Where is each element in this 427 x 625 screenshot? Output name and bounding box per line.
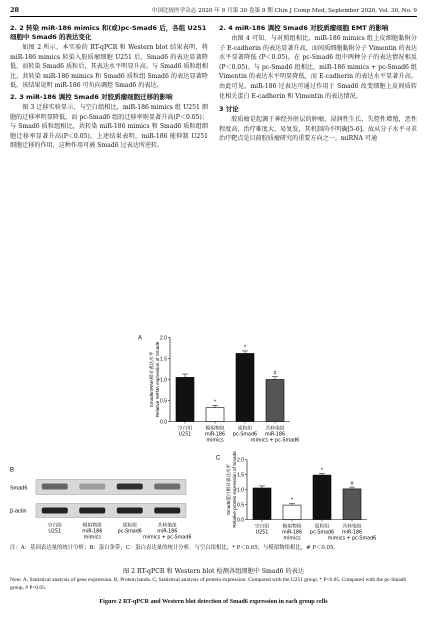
running-title: 中国比较医学杂志 2020 年 9 月第 30 卷第 9 期 Chin J Comp Med, September 2020, Vol. 30, No. 9 [151,8,417,14]
panel-c-label: C [216,455,221,462]
blot-row-actin: β-actin [10,508,27,515]
bar [176,377,194,421]
figure-note-en: Note. A, Statistical analysis of gene expression. B, Protein bands. C, Statistical analysis of protein expression. Compared with the U251 group, * P<0.05. Compared with the pc-Smad6 group, # P<0.05. [10,577,407,591]
x-tick-label: miR-186 [204,432,226,438]
y-tick-label: 1.0 [237,487,244,494]
x-tick-label: miR-186 [264,432,286,438]
x-tick-label: 模拟物组 [282,524,302,530]
blot-row-smad6: Smad6 [10,485,28,492]
significance-mark: * [320,467,324,474]
bar [253,488,271,520]
panel-a-label: A [138,335,143,342]
right-column [219,24,417,146]
blot-lane-label: 模拟物组 [82,523,102,529]
blot-lane-label: miR-186 [157,529,178,535]
y-axis-label: Relative mRNA expression of Smad6 [155,341,160,418]
x-tick-label: mimics + pc-Smad6 [250,438,300,444]
section-3-title: 3 讨论 [219,105,239,114]
x-tick-label: 质粒组 [314,524,330,530]
header-rule [10,16,417,17]
significance-mark: # [273,370,277,377]
actin-band [79,508,105,514]
y-tick-label: 0.5 [160,398,167,405]
significance-mark: * [213,399,217,406]
section-2-3-body: 图 3 迁移实验显示，与空白组相比，miR-186 mimics 组 U251 细胞的迁移率明显降低，而 pc-Smad6 组的迁移率则显著升高(P＜0.05)；与 Smad6 质粒组相比，共转染 miR-186 mimics 和 Smad6 质粒组细胞迁移率显著升高(P＜0.05)。上述结果表明，miR-186 能抑制 U251 细胞迁移的作用，这种作用可被 Smad6 过表达所逆转。 [10,103,208,150]
blot-lane-labels [48,522,192,541]
smad6-band [154,484,180,490]
x-tick-label: pc-Smad6 [309,530,335,536]
x-tick-label: U251 [255,530,269,536]
x-tick-label: 质粒组 [237,426,253,432]
y-tick-label: 0.0 [160,419,167,426]
chart-a [148,335,299,443]
x-tick-label: 模拟物组 [205,426,225,432]
x-tick-label: miR-186 [281,530,303,536]
panel-b-label: B [10,467,15,474]
x-tick-label: miR-186 [341,530,363,536]
section-2-4-body: 由图 4 可知，与对照组相比，miR-186 mimics 组上皮细胞黏附分子 E-cadherin 的表达显著升高，而间质细胞黏附分子 Vimentin 的表达水平显著降低 (P＜0.05)。在 pc-Smad6 组中两种分子的表达情况相反 (P＜0.05)。与 pc-Smad6 组相比，miR-186 mimics + pc-Smad6 组 Vimentin 的表达水平明显降低，而 E-cadherin 的表达水平显著升高。由此可见，miR-186 过表达可通过作用于 Smad6 改变细胞上皮间质转化相关蛋白 E-cadherin 和 Vimentin 的表达情况。 [219,35,417,100]
bar [236,353,254,421]
x-tick-label: 空白组 [254,524,270,530]
x-tick-label: U251 [178,432,192,438]
page-number: 28 [10,6,20,14]
section-2-2-title: 2. 2 转染 miR-186 mimics 和(或)pc-Smad6 后，各组 U251 细胞中 Smad6 的表达变化 [10,24,207,41]
blot-lane-label: mimics [83,535,101,541]
x-tick-label: 空白组 [177,426,193,432]
y-tick-label: 0.0 [237,517,244,524]
y-axis-label: Smad6mRNA相对表达水平 [149,351,154,408]
figure-note-cn: 注：A：基因表达量的统计分析；B：蛋白条带；C：蛋白表达量的统计分析。与空白组相比，* P＜0.05；与模拟物组相比，# P＜0.05。 [10,545,339,551]
figure-2 [10,322,417,567]
significance-mark: * [243,344,247,351]
bar [313,475,331,519]
blot-lane-label: mimics + pc-Smad6 [143,535,192,541]
smad6-band [42,484,68,490]
bar [266,380,284,422]
bar [283,505,301,519]
x-tick-label: 共转染组 [265,426,285,432]
figure-title-cn: 图 2 RT-qPCR 和 Western blot 检测各组细胞中 Smad6 的表达 [122,568,305,575]
x-tick-label: 共转染组 [342,524,362,530]
figure-title-en: Figure 2 RT-qPCR and Western blot detection of Smad6 expression in each group cells [99,598,328,605]
blot-lane-label: pc-Smad6 [117,529,142,535]
blot-lane-label: 质粒组 [122,523,137,529]
y-tick-label: 1.0 [160,377,167,384]
actin-band [154,508,180,514]
y-axis-label: Relative protein expression of Smad6 [232,451,237,528]
significance-mark: * [290,497,294,504]
x-tick-label: pc-Smad6 [232,432,258,438]
bar [206,408,224,422]
blot-lane-label: miR-186 [82,529,103,535]
x-tick-label: mimics [283,536,301,542]
blot-lane-label: U251 [48,529,62,535]
section-2-4-title: 2. 4 miR-186 调控 Smad6 对胶质瘤细胞 EMT 的影响 [219,24,389,32]
y-tick-label: 2.0 [160,335,167,342]
chart-c [225,451,376,542]
section-2-2-body: 如图 2 所示，本实验的 RT-qPCR 和 Western blot 结果表明，将 miR-186 mimics 转染入胶质瘤细胞 U251 后，Smad6 的表达显著降低，而转染 Smad6 质粒后，其表达水平明显升高。与 Smad6 质粒组相比，共转染 miR-186 mimics 和 Smad6 质粒组 Smad6 的表达显著降低。该结果说明 miR-186 可负向调控 Smad6 的表达。 [10,44,208,90]
blot-lane-label: 共转染组 [157,523,177,529]
significance-mark: # [350,481,354,488]
x-tick-label: mimics [206,438,224,444]
section-3-body: 胶质瘤是起源于神经外胚层的肿瘤，浸润性生长、失控性增殖，恶性程度高，治疗难度大、易复发，其机制尚不明确[5-6]。故从分子水平寻求治疗靶点是目前胶质瘤研究的重要方向之一。miRNA 可通 [219,116,417,143]
y-tick-label: 1.5 [160,356,167,363]
actin-band [42,508,68,514]
blot-lane-label: 空白组 [47,523,62,529]
x-tick-label: mimics + pc-Smad6 [327,536,377,542]
left-column [10,24,208,153]
y-axis-label: Smad6蛋白相对表达水平 [226,463,231,516]
section-2-3-title: 2. 3 miR-186 调控 Smad6 对胶质瘤细胞迁移的影响 [10,92,173,101]
smad6-band [117,484,143,490]
y-tick-label: 2.0 [237,457,244,464]
smad6-band [79,484,105,490]
y-tick-label: 1.5 [237,472,244,479]
bar [343,489,361,520]
actin-band [117,508,143,514]
y-tick-label: 0.5 [237,502,244,509]
